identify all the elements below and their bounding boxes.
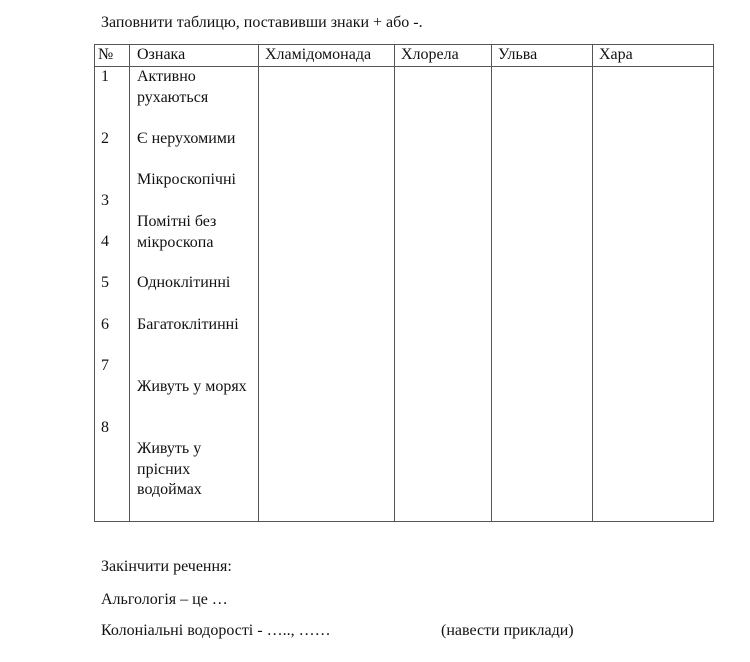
header-number: № <box>98 46 114 63</box>
row-number: 7 <box>101 357 109 374</box>
header-ulva: Ульва <box>498 46 538 63</box>
column-divider <box>94 44 95 522</box>
row-number: 6 <box>101 316 109 333</box>
finish-sentences-title: Закінчити речення: <box>101 558 232 575</box>
answer-cell-chlamydomonas[interactable] <box>259 67 394 521</box>
column-divider <box>713 44 714 522</box>
instruction-text: Заповнити таблицю, поставивши знаки + або -. <box>101 14 423 31</box>
sentence-hint: (навести приклади) <box>441 622 574 639</box>
answer-cell-chara[interactable] <box>593 67 713 521</box>
header-chlamydomonas: Хламідомонада <box>265 46 372 63</box>
answer-cell-ulva[interactable] <box>492 67 592 521</box>
header-feature: Ознака <box>137 46 186 63</box>
feature-label: Багатоклітинні <box>137 316 239 333</box>
feature-label: Активно рухаються <box>137 68 209 106</box>
feature-label: Мікроскопічні <box>137 171 236 188</box>
table-border-bottom <box>94 521 714 522</box>
column-divider <box>129 44 130 522</box>
feature-label: Живуть у морях <box>137 378 247 395</box>
feature-label: Одноклітинні <box>137 274 231 291</box>
row-number: 2 <box>101 130 109 147</box>
feature-label: Помітні без мікроскопа <box>137 213 217 251</box>
answer-cell-chlorella[interactable] <box>395 67 491 521</box>
header-chlorella: Хлорела <box>401 46 459 63</box>
row-number: 5 <box>101 274 109 291</box>
row-number: 8 <box>101 419 109 436</box>
sentence-colonial-algae: Колоніальні водорості - ….., …… <box>101 622 331 639</box>
row-number: 3 <box>101 192 109 209</box>
row-number: 4 <box>101 233 109 250</box>
header-chara: Хара <box>599 46 633 63</box>
feature-label: Живуть у прісних водоймах <box>137 440 202 499</box>
sentence-algology: Альгологія – це … <box>101 591 228 608</box>
feature-label: Є нерухомими <box>137 130 236 147</box>
row-number: 1 <box>101 68 109 85</box>
